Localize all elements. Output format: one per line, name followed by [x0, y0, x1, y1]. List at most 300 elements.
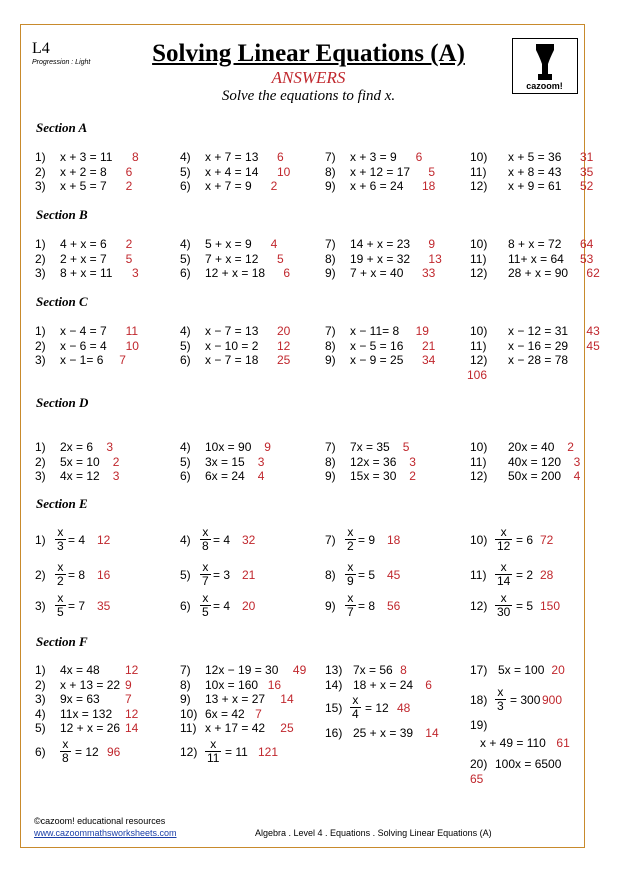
equation: x − 9 = 25 [350, 353, 404, 367]
question-number: 2) [35, 677, 46, 692]
equation-item [325, 440, 465, 454]
equation-item [470, 165, 610, 179]
equation-rhs: = 4 [68, 533, 86, 547]
equation: 7 + x = 40 [350, 266, 404, 280]
equation-rhs: = 12 [365, 701, 389, 715]
answer: 48 [397, 701, 411, 715]
question-number: 5) [35, 721, 46, 735]
answer: 8 [132, 150, 139, 164]
question-number: 12) [470, 599, 488, 613]
equation-item [470, 179, 610, 193]
question-number: 10) [470, 237, 488, 251]
equation-item [470, 339, 610, 353]
numerator: x [350, 694, 361, 708]
question-number: 5) [180, 454, 191, 469]
numerator: x [200, 526, 211, 540]
question-number: 10) [470, 440, 488, 454]
question-number: 6) [35, 744, 46, 759]
fraction [495, 686, 506, 713]
answer: 53 [580, 251, 594, 266]
equation-item [180, 165, 320, 179]
question-number: 9) [325, 599, 336, 613]
numerator: x [345, 592, 356, 606]
equation: 10x = 160 [205, 677, 259, 692]
equation: 10x = 90 [205, 440, 252, 454]
question-number: 3) [35, 266, 46, 280]
answer: 106 [467, 368, 488, 382]
answer: 35 [580, 164, 594, 179]
answer: 2 [112, 454, 120, 469]
numerator: x [345, 561, 356, 575]
equation-item [325, 150, 465, 164]
denominator: 5 [57, 605, 64, 619]
equation-item [180, 252, 320, 266]
answer: 21 [242, 568, 256, 582]
question-number: 8) [325, 454, 336, 469]
answer: 28 [540, 568, 554, 582]
fraction [495, 526, 512, 553]
equation: 11x = 132 [60, 706, 113, 721]
answer: 5 [428, 164, 436, 179]
answer: 3 [409, 454, 416, 469]
answer: 6 [283, 266, 291, 280]
equation-item [180, 455, 320, 469]
numerator: x [200, 592, 211, 606]
equation-rhs: = 7 [68, 599, 86, 613]
numerator: x [200, 561, 211, 575]
answer: 20 [242, 599, 256, 613]
equation: x − 7 = 13 [205, 324, 259, 338]
answer: 7 [125, 692, 132, 706]
question-number: 5) [180, 568, 191, 582]
question-number: 10) [470, 150, 488, 164]
answer: 11 [125, 324, 139, 338]
fraction [200, 526, 211, 553]
equation-item [180, 469, 320, 483]
equation: x + 5 = 7 [60, 179, 107, 193]
question-number: 8) [180, 677, 191, 692]
copyright-text: ©cazoom! educational resources [34, 816, 166, 826]
equation-item [35, 165, 175, 179]
answer: 21 [422, 338, 436, 353]
logo-text: cazoom! [526, 81, 563, 91]
question-number: 2) [35, 338, 46, 353]
fraction [55, 526, 66, 553]
answer: 4 [573, 469, 581, 483]
equation: 8 + x = 11 [60, 266, 113, 280]
instruction-text: Solve the equations to find x. [221, 88, 396, 104]
answer: 5 [402, 440, 410, 454]
fraction [200, 561, 211, 588]
question-number: 6) [180, 469, 191, 483]
answer: 18 [387, 533, 401, 547]
answer: 31 [580, 150, 594, 164]
equation-rhs: = 8 [358, 599, 376, 613]
equation: 28 + x = 90 [508, 266, 569, 280]
answer: 10 [125, 338, 139, 353]
fraction [350, 694, 361, 721]
answer: 61 [556, 736, 570, 750]
equation: x − 4 = 7 [60, 324, 107, 338]
equation: 19 + x = 32 [350, 251, 411, 266]
equation-item [180, 339, 320, 353]
equation-rhs: = 3 [213, 568, 231, 582]
question-number: 1) [35, 440, 46, 454]
equation: x − 28 = 78 [508, 353, 569, 367]
equation: 50x = 200 [508, 469, 562, 483]
answer: 45 [586, 338, 600, 353]
equation-item [35, 266, 175, 280]
equation: 100x = 6500 [495, 757, 562, 771]
equation-item [325, 339, 465, 353]
equation-item [35, 150, 175, 164]
answer: 20 [277, 324, 291, 338]
equation: 14 + x = 23 [350, 237, 411, 251]
equation: x − 10 = 2 [205, 338, 259, 353]
question-number: 8) [325, 568, 336, 582]
equation: 3x = 15 [205, 454, 245, 469]
answer: 34 [422, 353, 436, 367]
question-number: 12) [470, 179, 488, 193]
answer: 49 [292, 663, 307, 677]
question-number: 6) [180, 599, 191, 613]
question-number: 13) [325, 663, 343, 677]
answer: 5 [277, 251, 284, 266]
question-number: 4) [35, 706, 46, 721]
question-number: 7) [325, 440, 336, 454]
fraction [205, 738, 221, 765]
answer: 10 [277, 164, 291, 179]
question-number: 12) [180, 744, 198, 759]
level-label: L4 [32, 40, 50, 57]
question-number: 2) [35, 454, 46, 469]
question-number: 1) [35, 533, 46, 547]
equation-item [35, 237, 175, 251]
equation: 12x = 36 [350, 454, 397, 469]
equation: 11+ x = 64 [508, 251, 564, 266]
answer: 16 [267, 677, 282, 692]
numerator: x [55, 526, 66, 540]
question-number: 1) [35, 663, 46, 677]
equation-item [180, 440, 320, 454]
denominator: 30 [497, 605, 511, 619]
question-number: 3) [35, 469, 46, 483]
equation-item [35, 324, 175, 338]
answer: 3 [106, 440, 114, 454]
answer: 2 [125, 179, 133, 193]
equation: x + 49 = 110 [480, 736, 546, 750]
denominator: 7 [347, 605, 354, 619]
equation-item [325, 237, 465, 251]
answer: 14 [425, 726, 439, 740]
equation: 5 + x = 9 [205, 237, 252, 251]
answer: 6 [277, 150, 284, 164]
equation: 4x = 48 [60, 663, 100, 677]
answer: 9 [264, 440, 271, 454]
question-number: 6) [180, 353, 191, 367]
denominator: 4 [352, 707, 359, 721]
section-title: Section F [36, 634, 88, 649]
fraction [55, 561, 66, 588]
denominator: 7 [202, 574, 209, 588]
question-number: 1) [35, 237, 46, 251]
question-number: 1) [35, 150, 46, 164]
equation: x + 2 = 8 [60, 164, 107, 179]
equation: x + 9 = 61 [508, 179, 562, 193]
answer: 6 [425, 677, 432, 692]
answers-label: ANSWERS [271, 68, 346, 87]
answer: 3 [257, 454, 265, 469]
equation: 15x = 30 [350, 469, 397, 483]
answer: 32 [242, 533, 256, 547]
equation: 8 + x = 72 [508, 237, 562, 251]
question-number: 17) [470, 663, 488, 677]
equation: 9x = 63 [60, 692, 100, 706]
equation-item [180, 179, 320, 193]
equation-item [35, 179, 175, 193]
answer: 9 [125, 677, 132, 692]
denominator: 2 [347, 539, 354, 553]
answer: 65 [470, 772, 484, 786]
section-title: Section B [36, 207, 88, 222]
answer: 2 [270, 179, 278, 193]
section-title: Section C [36, 294, 88, 309]
answer: 5 [125, 251, 133, 266]
equation-rhs: = 12 [75, 744, 99, 759]
page-title: Solving Linear Equations (A) [152, 40, 465, 67]
answer: 9 [428, 237, 436, 251]
answer: 72 [540, 533, 554, 547]
equation-rhs: = 8 [68, 568, 86, 582]
answer: 150 [540, 599, 561, 613]
equation-item [180, 237, 320, 251]
equation-item [470, 150, 610, 164]
answer: 33 [422, 266, 436, 280]
question-number: 5) [180, 338, 191, 353]
equation: x − 12 = 31 [508, 324, 569, 338]
equation: 6x = 42 [205, 706, 245, 721]
answer: 35 [97, 599, 111, 613]
question-number: 7) [325, 150, 336, 164]
question-number: 10) [470, 324, 488, 338]
equation-item [180, 150, 320, 164]
question-number: 11) [180, 721, 197, 735]
website-link[interactable]: www.cazoommathsworksheets.com [34, 828, 177, 838]
numerator: x [495, 526, 512, 540]
answer: 43 [586, 324, 600, 338]
answer: 56 [387, 599, 401, 613]
equation: 5x = 10 [60, 454, 100, 469]
cup-icon [535, 44, 555, 80]
equation-item [35, 353, 175, 367]
fraction [60, 738, 71, 765]
question-number: 1) [35, 324, 46, 338]
question-number: 9) [325, 266, 336, 280]
numerator: x [495, 561, 512, 575]
equation-rhs: = 5 [516, 599, 534, 613]
equation-item [180, 324, 320, 338]
question-number: 9) [325, 469, 336, 483]
question-number: 5) [180, 164, 191, 179]
answer: 14 [125, 721, 139, 735]
fraction [345, 526, 356, 553]
question-number: 9) [325, 353, 336, 367]
numerator: x [205, 738, 221, 752]
equation: 2x = 6 [60, 440, 94, 454]
denominator: 3 [57, 539, 64, 553]
equation-item [325, 353, 465, 367]
answer: 4 [270, 237, 278, 251]
answer: 12 [125, 706, 139, 721]
equation-item [467, 353, 610, 382]
equation-item [470, 440, 610, 454]
question-number: 11) [470, 338, 487, 353]
equation-item [180, 266, 320, 280]
equation-rhs: = 300 [510, 693, 541, 707]
denominator: 5 [202, 605, 209, 619]
numerator: x [55, 592, 66, 606]
equation-item [470, 469, 610, 483]
equation-rhs: = 2 [516, 568, 534, 582]
question-number: 7) [180, 663, 191, 677]
answer: 52 [580, 179, 594, 193]
answer: 6 [125, 164, 133, 179]
section-title: Section E [36, 496, 88, 511]
equation: x − 16 = 29 [508, 338, 569, 353]
fraction [345, 561, 356, 588]
equation: 5x = 100 [498, 663, 545, 677]
equation: 12x − 19 = 30 [205, 663, 279, 677]
question-number: 3) [35, 692, 46, 706]
answer: 6 [415, 150, 423, 164]
equation: x − 1= 6 [60, 353, 104, 367]
answer: 2 [409, 469, 416, 483]
equation-item [470, 266, 610, 280]
equation-item [325, 165, 465, 179]
answer: 3 [132, 266, 139, 280]
equation-item [325, 469, 465, 483]
question-number: 2) [35, 251, 46, 266]
question-number: 4) [180, 324, 191, 338]
equation-rhs: = 5 [358, 568, 376, 582]
equation: x − 11= 8 [350, 324, 400, 338]
equation-item [35, 440, 175, 454]
answer: 2 [567, 440, 574, 454]
question-number: 2) [35, 568, 46, 582]
answer: 8 [400, 663, 407, 677]
equation-rhs: = 4 [213, 533, 231, 547]
equation-item [35, 469, 175, 483]
equation-rhs: = 9 [358, 533, 376, 547]
equation: 12 + x = 18 [205, 266, 266, 280]
answer: 45 [387, 568, 401, 582]
question-number: 20) [470, 757, 488, 771]
equation: x − 6 = 4 [60, 338, 107, 353]
equation-item [470, 237, 610, 251]
question-number: 18) [470, 693, 488, 707]
equation: 4 + x = 6 [60, 237, 107, 251]
answer: 20 [551, 663, 565, 677]
answer: 12 [97, 533, 111, 547]
equation: 40x = 120 [508, 454, 562, 469]
equation-item [325, 252, 465, 266]
question-number: 7) [325, 324, 336, 338]
answer: 62 [586, 266, 600, 280]
equation-rhs: = 4 [213, 599, 231, 613]
fraction [200, 592, 211, 619]
equation: x − 7 = 18 [205, 353, 259, 367]
equation: x + 7 = 9 [205, 179, 252, 193]
question-number: 11) [470, 164, 487, 179]
denominator: 9 [347, 574, 354, 588]
question-number: 10) [180, 706, 198, 721]
equation: 18 + x = 24 [353, 677, 414, 692]
question-number: 15) [325, 701, 343, 715]
fraction [55, 592, 66, 619]
equation: 6x = 24 [205, 469, 245, 483]
question-number: 11) [470, 568, 487, 582]
equation: x + 7 = 13 [205, 150, 259, 164]
section-title: Section D [36, 395, 89, 410]
equation: 13 + x = 27 [205, 692, 266, 706]
answer: 64 [580, 237, 594, 251]
section-title: Section A [36, 120, 88, 135]
question-number: 7) [325, 533, 336, 547]
answer: 25 [280, 721, 294, 735]
question-number: 12) [470, 266, 488, 280]
equation-item [35, 455, 175, 469]
answer: 13 [428, 251, 442, 266]
equation: x + 4 = 14 [205, 164, 259, 179]
answer: 12 [125, 663, 139, 677]
answer: 12 [277, 338, 291, 353]
equation: x − 5 = 16 [350, 338, 404, 353]
equation-rhs: = 11 [225, 744, 248, 759]
progression-label: Progression : Light [32, 59, 91, 66]
equation: x + 6 = 24 [350, 179, 404, 193]
question-number: 6) [180, 266, 191, 280]
equation: 12 + x = 26 [60, 721, 121, 735]
question-number: 2) [35, 164, 46, 179]
question-number: 16) [325, 726, 343, 740]
question-number: 11) [470, 251, 487, 266]
denominator: 14 [497, 574, 511, 588]
question-number: 19) [470, 718, 488, 732]
fraction [495, 592, 512, 619]
equation-item [325, 179, 465, 193]
question-number: 10) [470, 533, 488, 547]
question-number: 8) [325, 338, 336, 353]
question-number: 4) [180, 150, 191, 164]
numerator: x [345, 526, 356, 540]
answer: 16 [97, 568, 111, 582]
equation: 20x = 40 [508, 440, 555, 454]
answer: 7 [119, 353, 126, 367]
equation-item [470, 252, 610, 266]
numerator: x [55, 561, 66, 575]
answer: 3 [573, 454, 581, 469]
equation: x + 12 = 17 [350, 164, 411, 179]
equation: 7 + x = 12 [205, 251, 259, 266]
question-number: 11) [470, 454, 487, 469]
equation: 4x = 12 [60, 469, 100, 483]
answer: 25 [277, 353, 291, 367]
footer-breadcrumb: Algebra . Level 4 . Equations . Solving Linear Equations (A) [255, 828, 492, 838]
question-number: 9) [180, 692, 191, 706]
question-number: 7) [325, 237, 336, 251]
denominator: 8 [62, 750, 69, 765]
numerator: x [495, 686, 506, 700]
